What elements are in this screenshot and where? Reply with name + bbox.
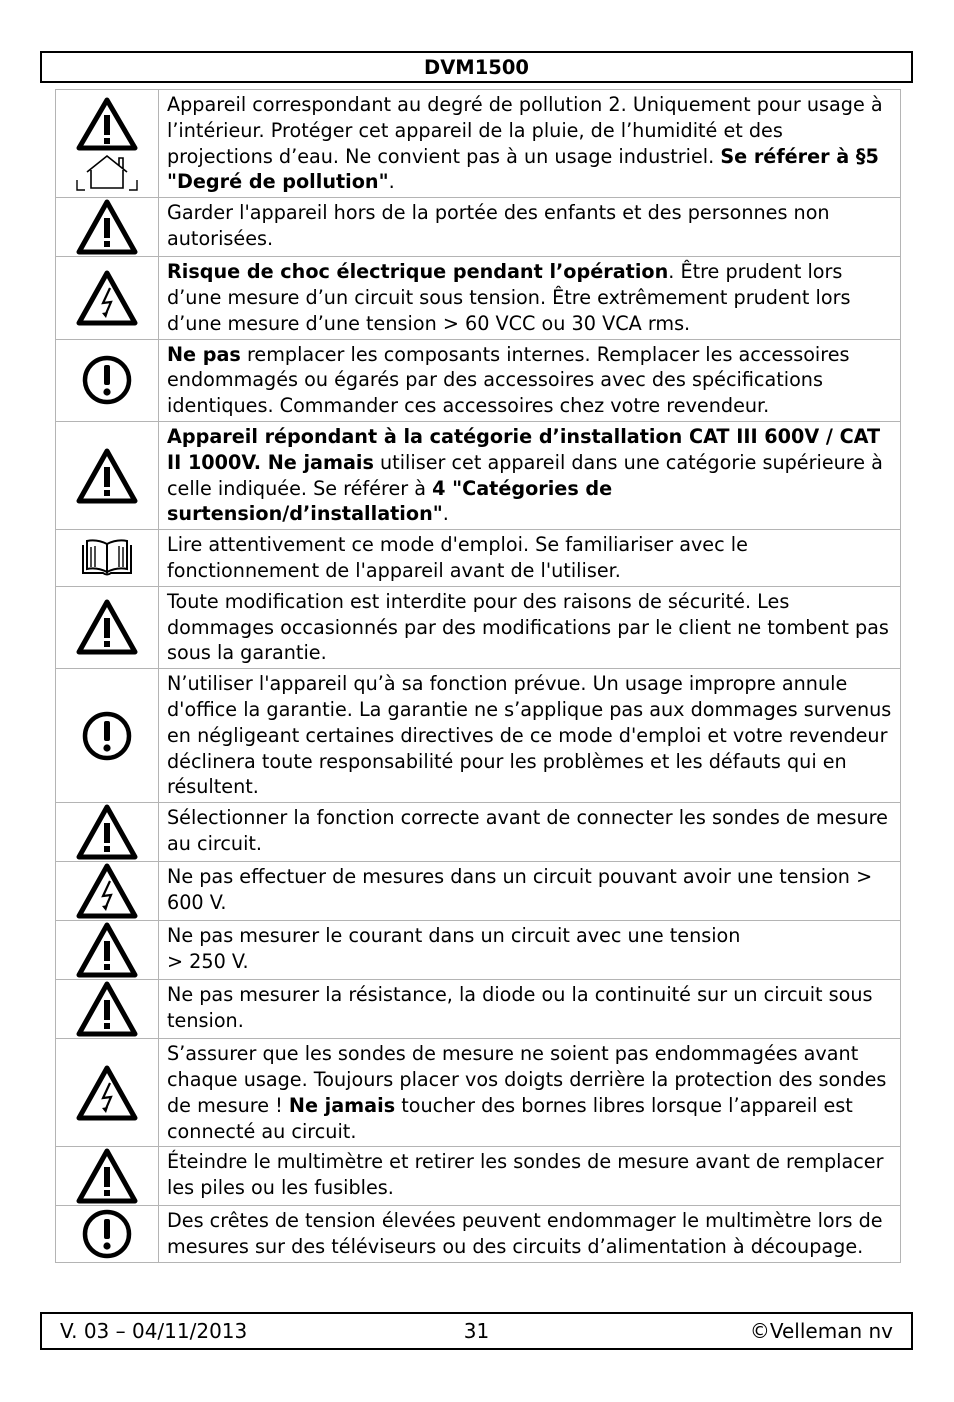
instruction-text bbox=[159, 669, 901, 803]
instruction-text-segment: Appareil correspondant au degré de pollution 2. Uniquement pour usage à l’intérieur. Protéger cet appareil de la pluie, de l’humidité et des projections d’eau. Ne convient pas à un usage industriel. bbox=[167, 93, 883, 168]
instruction-text-segment: Ne pas mesurer la résistance, la diode ou la continuité sur un circuit sous tension. bbox=[167, 983, 873, 1032]
instruction-text bbox=[159, 421, 901, 529]
instruction-text-segment: Ne pas mesurer le courant dans un circuit avec une tension > 250 V. bbox=[167, 924, 741, 973]
instruction-text bbox=[159, 198, 901, 257]
warning-icon bbox=[56, 921, 158, 979]
instruction-row bbox=[56, 1147, 901, 1206]
icon-cell bbox=[56, 1206, 159, 1263]
instruction-text bbox=[159, 586, 901, 668]
warning-icon bbox=[56, 1147, 158, 1205]
instruction-text-bold: Appareil répondant à la catégorie d’installation CAT III 600V / CAT II 1000V. Ne jamais bbox=[167, 424, 881, 474]
instruction-text bbox=[159, 862, 901, 921]
exclamation-circle-icon bbox=[56, 354, 158, 406]
instruction-text-segment: N’utiliser l'appareil qu’à sa fonction prévue. Un usage impropre annule d'office la garantie. La garantie ne s’applique pas aux dommages survenus en négligeant certaines directives de ce mode d'emploi et votre revendeur déclinera toute responsabilité pour les problèmes et les défauts qui en résultent. bbox=[167, 672, 892, 799]
instruction-text-segment: utiliser cet appareil dans une catégorie supérieure à celle indiquée. Se référer à bbox=[167, 450, 883, 500]
warning-icon bbox=[56, 980, 158, 1038]
instruction-text-bold: 4 "Catégories de surtension/d’installation" bbox=[167, 476, 613, 526]
instruction-text bbox=[159, 980, 901, 1039]
icon-cell bbox=[56, 421, 159, 529]
manual-book-icon bbox=[56, 537, 158, 579]
icon-cell bbox=[56, 257, 159, 339]
instruction-text-bold: Se référer à §5 "Degré de pollution" bbox=[167, 144, 879, 194]
icon-cell bbox=[56, 339, 159, 421]
instruction-row bbox=[56, 257, 901, 339]
warning-icon bbox=[56, 198, 158, 256]
icon-cell bbox=[56, 1147, 159, 1206]
warning-icon bbox=[56, 803, 158, 861]
instruction-text bbox=[159, 257, 901, 339]
electric-shock-warning-icon bbox=[56, 862, 158, 920]
instruction-text-segment: . Être prudent lors d’une mesure d’un circuit sous tension. Être extrêmement prudent lors d’une mesure d’une tension > 60 VCC ou 30 VCA rms. bbox=[167, 260, 851, 335]
warning-indoor-icon bbox=[56, 96, 158, 192]
document-title: DVM1500 bbox=[424, 56, 529, 79]
instruction-text-segment: Toute modification est interdite pour des raisons de sécurité. Les dommages occasionnés par des modifications par le client ne tombent pas sous la garantie. bbox=[167, 589, 889, 665]
instruction-row bbox=[56, 803, 901, 862]
instruction-text-bold: Ne pas bbox=[167, 342, 241, 366]
instruction-text-segment: Lire attentivement ce mode d'emploi. Se familiariser avec le fonctionnement de l'appareil avant de l'utiliser. bbox=[167, 533, 748, 582]
instruction-text-segment: . bbox=[442, 502, 449, 526]
footer-version: V. 03 – 04/11/2013 bbox=[60, 1319, 248, 1343]
icon-cell bbox=[56, 90, 159, 198]
instruction-text bbox=[159, 921, 901, 980]
icon-cell bbox=[56, 198, 159, 257]
instruction-text-segment: Garder l'appareil hors de la portée des enfants et des personnes non autorisées. bbox=[167, 201, 830, 250]
footer-page-number: 31 bbox=[463, 1319, 490, 1343]
instruction-row bbox=[56, 1039, 901, 1147]
document-header bbox=[40, 51, 913, 83]
instruction-row bbox=[56, 90, 901, 198]
instruction-text bbox=[159, 803, 901, 862]
instruction-text bbox=[159, 1147, 901, 1206]
icon-cell bbox=[56, 921, 159, 980]
instruction-text-segment: Ne pas effectuer de mesures dans un circuit pouvant avoir une tension > 600 V. bbox=[167, 865, 873, 914]
instruction-text bbox=[159, 1039, 901, 1147]
electric-shock-warning-icon bbox=[56, 269, 158, 327]
exclamation-circle-icon bbox=[56, 710, 158, 762]
instruction-row bbox=[56, 862, 901, 921]
instruction-row bbox=[56, 530, 901, 587]
instruction-text-segment: Éteindre le multimètre et retirer les sondes de mesure avant de remplacer les piles ou les fusibles. bbox=[167, 1150, 884, 1200]
instruction-text-segment: Des crêtes de tension élevées peuvent endommager le multimètre lors de mesures sur des téléviseurs ou des circuits d’alimentation à découpage. bbox=[167, 1209, 883, 1259]
instruction-text bbox=[159, 1206, 901, 1263]
instruction-text bbox=[159, 339, 901, 421]
instruction-text-bold: Risque de choc électrique pendant l’opération bbox=[167, 260, 669, 284]
instruction-row bbox=[56, 980, 901, 1039]
electric-shock-warning-icon bbox=[56, 1064, 158, 1122]
warning-icon bbox=[56, 598, 158, 656]
instruction-row bbox=[56, 198, 901, 257]
icon-cell bbox=[56, 669, 159, 803]
icon-cell bbox=[56, 980, 159, 1039]
instruction-row bbox=[56, 421, 901, 529]
page-footer bbox=[40, 1312, 913, 1350]
safety-instructions-table bbox=[55, 89, 901, 1263]
icon-cell bbox=[56, 586, 159, 668]
instruction-text-segment: remplacer les composants internes. Remplacer les accessoires endommagés ou égarés par des accessoires avec des spécifications identiques. Commander ces accessoires chez votre revendeur. bbox=[167, 342, 850, 418]
footer-copyright: ©Velleman nv bbox=[749, 1319, 893, 1343]
instruction-text-segment: Sélectionner la fonction correcte avant de connecter les sondes de mesure au circuit. bbox=[167, 806, 888, 855]
instruction-row bbox=[56, 1206, 901, 1263]
safety-table-body bbox=[56, 90, 901, 1263]
instruction-row bbox=[56, 339, 901, 421]
exclamation-circle-icon bbox=[56, 1208, 158, 1260]
icon-cell bbox=[56, 1039, 159, 1147]
icon-cell bbox=[56, 862, 159, 921]
instruction-text bbox=[159, 90, 901, 198]
instruction-row bbox=[56, 669, 901, 803]
warning-icon bbox=[56, 447, 158, 505]
instruction-text bbox=[159, 530, 901, 587]
instruction-text-segment: . bbox=[388, 170, 395, 194]
instruction-text-bold: Ne jamais bbox=[288, 1093, 396, 1117]
instruction-row bbox=[56, 586, 901, 668]
instruction-text-segment: toucher des bornes libres lorsque l’appareil est connecté au circuit. bbox=[167, 1093, 853, 1143]
instruction-row bbox=[56, 921, 901, 980]
icon-cell bbox=[56, 530, 159, 587]
instruction-text-segment: S’assurer que les sondes de mesure ne soient pas endommagées avant chaque usage. Toujours placer vos doigts derrière la protection des sondes de mesure ! bbox=[167, 1042, 887, 1117]
icon-cell bbox=[56, 803, 159, 862]
